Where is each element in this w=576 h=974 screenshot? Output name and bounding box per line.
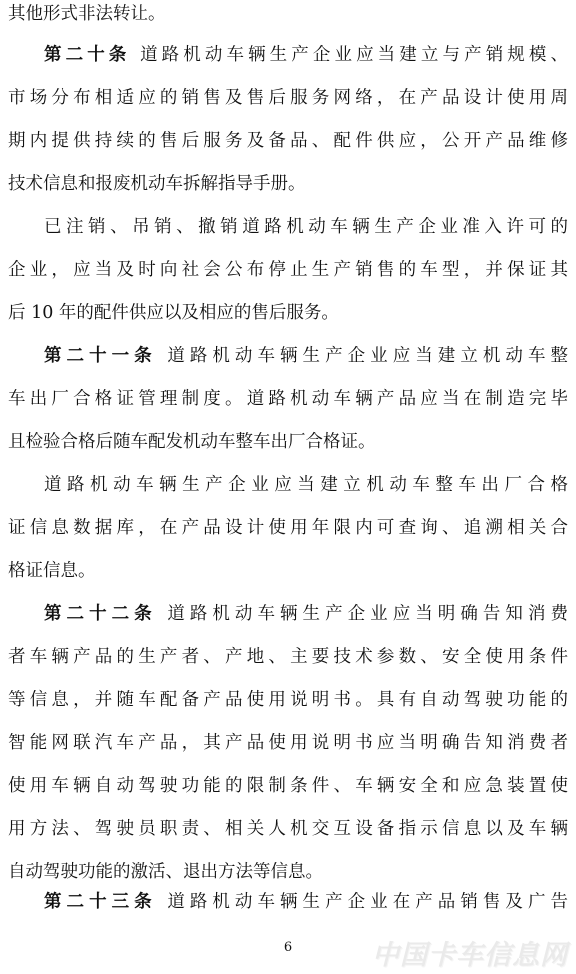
paragraph-line: 使用车辆自动驾驶功能的限制条件、车辆安全和应急装置使 <box>8 776 568 796</box>
article-number: 第二十一条 <box>44 346 157 366</box>
paragraph-line: 后 10 年的配件供应以及相应的售后服务。 <box>8 303 339 323</box>
paragraph-line: 证信息数据库，在产品设计使用年限内可查询、追溯相关合 <box>8 518 568 538</box>
article-text: 道路机动车辆生产企业应当建立与产销规模、 <box>140 45 568 65</box>
watermark-logo: 中国卡车信息网 <box>372 940 568 971</box>
article-number: 第二十三条 <box>44 892 157 912</box>
article-text: 道路机动车辆生产企业应当明确告知消费 <box>167 604 568 624</box>
article-number: 第二十条 <box>44 45 131 65</box>
paragraph-line: 其他形式非法转让。 <box>8 4 166 24</box>
paragraph-line: 道路机动车辆生产企业应当建立机动车整车出厂合格 <box>44 475 568 495</box>
paragraph-line: 格证信息。 <box>8 561 96 581</box>
article-text: 道路机动车辆生产企业应当建立机动车整 <box>167 346 568 366</box>
article-heading-line <box>8 890 568 914</box>
paragraph-line: 车出厂合格证管理制度。道路机动车辆产品应当在制造完毕 <box>8 389 568 409</box>
paragraph-line: 期内提供持续的售后服务及备品、配件供应，公开产品维修 <box>8 131 568 151</box>
paragraph-line: 且检验合格后随车配发机动车整车出厂合格证。 <box>8 432 376 452</box>
paragraph-line: 技术信息和报废机动车拆解指导手册。 <box>8 174 306 194</box>
article-heading-line <box>8 344 568 368</box>
article-heading-line <box>8 602 568 626</box>
paragraph-line: 已注销、吊销、撤销道路机动车辆生产企业准入许可的 <box>44 217 568 237</box>
paragraph-line: 企业，应当及时向社会公布停止生产销售的车型，并保证其 <box>8 260 568 280</box>
paragraph-line: 用方法、驾驶员职责、相关人机交互设备指示信息以及车辆 <box>8 819 568 839</box>
article-number: 第二十二条 <box>44 604 157 624</box>
article-text: 道路机动车辆生产企业在产品销售及广告 <box>167 892 568 912</box>
paragraph-line: 者车辆产品的生产者、产地、主要技术参数、安全使用条件 <box>8 647 568 667</box>
page-number: 6 <box>283 940 293 955</box>
paragraph-line: 自动驾驶功能的激活、退出方法等信息。 <box>8 862 323 882</box>
paragraph-line: 市场分布相适应的销售及售后服务网络，在产品设计使用周 <box>8 88 568 108</box>
paragraph-line: 等信息，并随车配备产品使用说明书。具有自动驾驶功能的 <box>8 690 568 710</box>
article-heading-line <box>8 43 568 67</box>
paragraph-line: 智能网联汽车产品，其产品使用说明书应当明确告知消费者 <box>8 733 568 753</box>
